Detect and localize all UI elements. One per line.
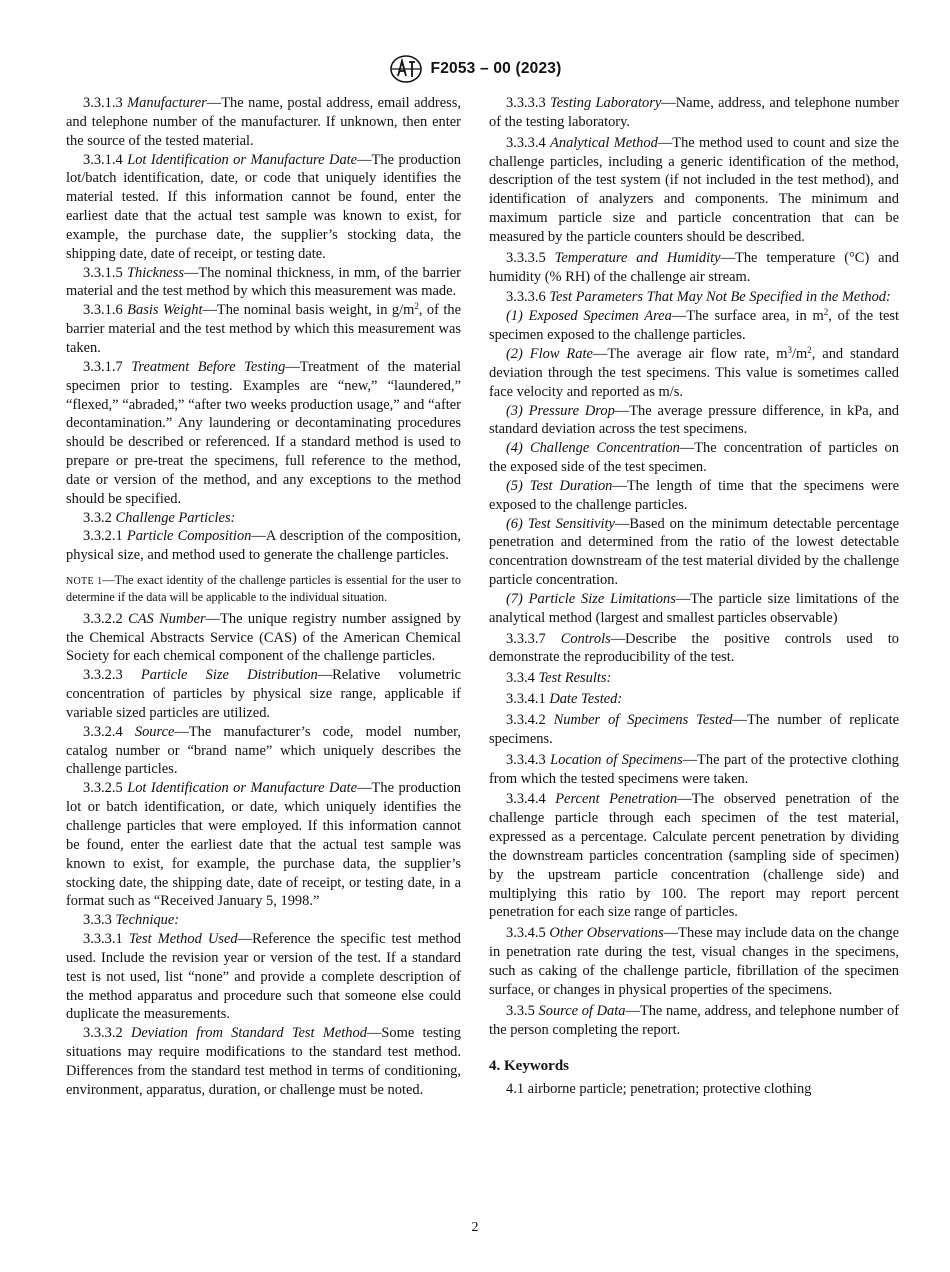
section-3-3-3-7: 3.3.3.7 Controls—Describe the positive controls used to demonstrate the reproducibility of the test.: [489, 630, 899, 666]
section-3-3-3-3: 3.3.3.3 Testing Laboratory—Name, address, and telephone number of the testing laboratory.: [489, 95, 900, 130]
section-3-3-1-6: 3.3.1.6 Basis Weight—The nominal basis weight, in $g/m^2$, of the barrier material and the test method by which this measurement was taken.: [66, 301, 462, 356]
page-header: [0, 54, 950, 84]
section-3-3-3-6: 3.3.3.6 Test Parameters That May Not Be Specified in the Method:: [506, 289, 891, 306]
section-3-3-2-2: 3.3.2.2 CAS Number—The unique registry number assigned by the Chemical Abstracts Service (CAS) of the American Chemical Society for each chemical component of the challenge particles.: [66, 610, 462, 665]
section-3-3-2-5: 3.3.2.5 Lot Identification or Manufacture Date—The production lot or batch identification, or date, which uniquely identifies the challenge particles that were employed. If this information cannot be found, enter the earliest date that the actual test sample was known to exist, for example, the purchase data, the supplier’s stocking date, the shipping date, date of receipt, or testing date, in a format such as “Received January 5, 1998.”: [66, 780, 462, 910]
section-3-3-5: 3.3.5 Source of Data—The name, address, and telephone number of the person completing the report.: [489, 1002, 900, 1038]
section-3-3-3-1: 3.3.3.1 Test Method Used—Reference the specific test method used. Include the revision year or version of the test. If a standard test is not used, list “none” and provide a complete description of the method apparatus and procedure such that someone else could duplicate the measurements.: [66, 931, 462, 1023]
section-3-3-2-4: 3.3.2.4 Source—The manufacturer’s code, model number, catalog number or “brand name” which uniquely describes the challenge particles.: [66, 723, 462, 778]
section-3-3-1-4: 3.3.1.4 Lot Identification or Manufacture Date—The production lot/batch identification, date, or code that uniquely identifies the material tested. If this information cannot be found, enter the earliest date that the actual test sample was known to exist, for example, the purchase date, the supplier’s stocking data, the shipping date, date of receipt, or testing date.: [66, 151, 462, 262]
param-2: (2) Flow Rate—The average air flow rate, $m^3/m^2$, and standard deviation through the test specimens. This value is sometimes called face velocity and reported as m/s.: [489, 344, 899, 400]
section-3-3-2: 3.3.2 Challenge Particles:: [83, 509, 236, 526]
param-1: (1) Exposed Specimen Area—The surface area, in $m^2$, of the test specimen exposed to the challenge particles.: [489, 307, 900, 344]
right-column: [489, 94, 899, 1099]
section-3-3-4-1: 3.3.4.1 Date Tested:: [506, 691, 623, 708]
section-3-3-4-2: 3.3.4.2 Number of Specimens Tested—The number of replicate specimens.: [489, 712, 899, 747]
section-3-3-2-1: 3.3.2.1 Particle Composition—A description of the composition, physical size, and method used to generate the challenge particles.: [66, 528, 461, 564]
section-3-3-3-4: 3.3.3.4 Analytical Method—The method used to count and size the challenge particles, including a generic identification of the method, description of the test system (if not included in the test method), and identification of analyzers and components. The minimum and maximum particle size and particle concentration that can be measured by the particle counters should be described.: [489, 134, 899, 245]
param-7: (7) Particle Size Limitations—The particle size limitations of the analytical method (largest and smallest particles observable): [489, 590, 899, 626]
section-3-3-1-7: 3.3.1.7 Treatment Before Testing—Treatment of the material specimen prior to testing. Examples are “new,” “laundered,” “flexed,” “abraded,” “after two weeks production usage,” and “after decontamination.” Any laundering or decontaminating procedures should be described or referenced. If a standard method is used to prepare or pre-treat the specimens, full reference to the method, date or version of the method, and any exceptions to the method should be specified.: [66, 358, 462, 507]
section-3-3-2-3: 3.3.2.3 Particle Size Distribution—Relative volumetric concentration of particles by physical size range, applicable if variable sized particles are utilized.: [66, 667, 462, 721]
section-3-3-1-3: 3.3.1.3 Manufacturer—The name, postal address, email address, and telephone number of the manufacturer. If unknown, then enter the source of the tested material.: [66, 95, 461, 149]
section-3-3-3-5: 3.3.3.5 Temperature and Humidity—The temperature (°C) and humidity (% RH) of the challenge air stream.: [489, 249, 900, 285]
standard-designation: F2053 – 00 (2023): [430, 60, 562, 77]
param-3: (3) Pressure Drop—The average pressure difference, in kPa, and standard deviation across the test specimens.: [489, 402, 900, 438]
keywords-heading: 4. Keywords: [489, 1058, 569, 1075]
astm-logo-icon: [389, 54, 423, 84]
keywords-list: 4.1 airborne particle; penetration; protective clothing: [506, 1081, 812, 1098]
param-4: (4) Challenge Concentration—The concentration of particles on the exposed side of the test specimen.: [489, 440, 899, 476]
left-column: [66, 94, 461, 1100]
section-3-3-3: 3.3.3 Technique:: [83, 912, 180, 929]
note-1: NOTE 1—The exact identity of the challenge particles is essential for the user to determine if the data will be applicable to the individual situation.: [66, 573, 461, 604]
param-6: (6) Test Sensitivity—Based on the minimum detectable percentage penetration and determined from the ratio of the lowest detectable concentration downstream of the test material divided by the challenge particle concentration.: [489, 515, 899, 589]
section-3-3-4-4: 3.3.4.4 Percent Penetration—The observed penetration of the challenge particle through each specimen of the test material, expressed as a percentage. Calculate percent penetration by dividing the downstream particles concentration (sampling side of specimen) by the upstream particle concentration (challenge side) and multiplying this ratio by 100. The report may report percent penetration for each size range of particles.: [489, 791, 899, 921]
param-5: (5) Test Duration—The length of time that the specimens were exposed to the challenge particles.: [489, 477, 900, 513]
page-number: 2: [471, 1220, 479, 1235]
section-3-3-4: 3.3.4 Test Results:: [506, 670, 612, 687]
section-3-3-3-2: 3.3.3.2 Deviation from Standard Test Method—Some testing situations may require modifications to the standard test method. Differences from the standard test method in terms of conditioning, environment, apparatus, duration, or challenge must be noted.: [66, 1025, 462, 1098]
section-3-3-4-3: 3.3.4.3 Location of Specimens—The part of the protective clothing from which the tested specimens were taken.: [489, 751, 899, 787]
section-3-3-1-5: 3.3.1.5 Thickness—The nominal thickness, in mm, of the barrier material and the test method by which this measurement was made.: [66, 264, 461, 300]
section-3-3-4-5: 3.3.4.5 Other Observations—These may include data on the change in penetration rate during the test, visual changes in the specimens, such as caking of the challenge particle, fibrillation of the specimen surface, or changes in physical properties of the specimens.: [489, 925, 900, 998]
